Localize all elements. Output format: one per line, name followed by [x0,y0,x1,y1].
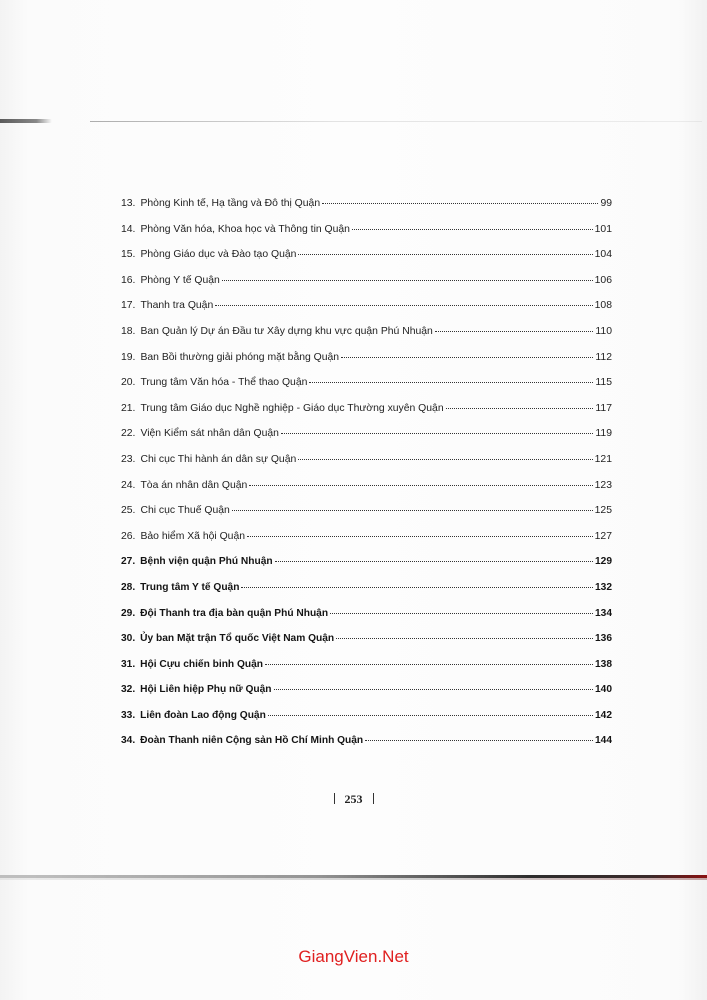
toc-entry [121,249,612,275]
toc-dot-leader [265,663,593,665]
toc-entry-number: 34. [121,735,136,747]
toc-entry [121,300,612,326]
toc-entry [121,684,612,710]
toc-entry-page: 136 [595,633,612,645]
toc-entry-title: Viện Kiểm sát nhân dân Quận [140,428,279,440]
toc-entry [121,633,612,659]
toc-entry [121,735,612,761]
toc-entry-number: 13. [121,198,136,209]
toc-entry-number: 21. [121,402,136,414]
toc-entry-title: Hội Liên hiệp Phụ nữ Quận [140,684,272,696]
toc-dot-leader [274,688,594,690]
page-number [0,792,707,807]
toc-entry-page: 138 [595,658,612,670]
page-number-right-bar [373,793,374,804]
toc-entry-page: 117 [595,402,612,414]
toc-entry-page: 110 [595,325,612,337]
toc-dot-leader [322,202,598,204]
toc-entry-page: 108 [594,300,612,312]
toc-entry-page: 99 [600,198,612,209]
toc-entry-title: Tòa án nhân dân Quận [140,479,248,491]
toc-entry-title: Phòng Giáo dục và Đào tạo Quận [140,249,297,261]
toc-dot-leader [275,560,593,562]
toc-dot-leader [336,637,593,639]
top-edge-shadow [0,119,52,123]
toc-entry-number: 26. [121,530,136,542]
toc-entry-number: 16. [121,274,136,286]
toc-entry-title: Ủy ban Mặt trận Tổ quốc Việt Nam Quận [140,633,335,645]
toc-dot-leader [446,407,594,409]
watermark: GiangVien.Net [298,947,409,966]
toc-entry-title: Trung tâm Giáo dục Nghề nghiệp - Giáo dục Thường xuyên Quận [140,402,444,414]
toc-entry [121,556,612,582]
toc-entry-page: 104 [594,249,612,261]
toc-entry-title: Ban Bồi thường giải phóng mặt bằng Quận [140,351,340,363]
toc-entry-page: 125 [594,505,612,517]
toc-entry [121,531,612,557]
toc-entry-title: Đoàn Thanh niên Cộng sản Hồ Chí Minh Quận [140,735,364,747]
toc-dot-leader [215,304,592,306]
toc-dot-leader [330,612,593,614]
toc-dot-leader [241,586,593,588]
toc-entry [121,480,612,506]
toc-entry-page: 115 [595,377,612,389]
toc-entry-number: 15. [121,249,136,261]
toc-entry [121,505,612,531]
toc-entry-page: 127 [594,530,612,542]
toc-entry-title: Phòng Văn hóa, Khoa học và Thông tin Quận [140,223,350,235]
page-number-left-bar [334,793,335,804]
toc-entry [121,326,612,352]
toc-entry-title: Liên đoàn Lao động Quận [140,709,266,721]
toc-entry-page: 121 [594,453,612,465]
bottom-page-edge [0,872,707,882]
toc-entry-number: 33. [121,709,136,721]
toc-entry-title: Bảo hiểm Xã hội Quận [140,530,246,542]
toc-dot-leader [352,228,593,230]
toc-entry-title: Thanh tra Quận [140,300,214,312]
toc-entry-page: 132 [595,581,612,593]
toc-dot-leader [247,535,593,537]
table-of-contents [121,198,612,761]
toc-dot-leader [298,458,592,460]
toc-entry-number: 30. [121,633,136,645]
bottom-edge-shadow-soft [0,878,707,880]
toc-entry-number: 14. [121,223,136,235]
toc-entry-page: 144 [595,735,612,747]
toc-entry [121,608,612,634]
toc-entry [121,428,612,454]
toc-entry-page: 112 [595,351,612,363]
toc-entry-number: 25. [121,505,136,517]
toc-entry-number: 24. [121,479,136,491]
top-edge-line [90,121,702,122]
toc-entry-title: Bệnh viện quận Phú Nhuận [140,556,273,568]
toc-entry-number: 31. [121,658,136,670]
toc-entry [121,710,612,736]
toc-dot-leader [309,381,593,383]
toc-entry-page: 119 [595,428,612,440]
toc-entry-page: 129 [595,556,612,568]
toc-entry [121,582,612,608]
toc-entry-number: 22. [121,428,136,440]
toc-entry-number: 27. [121,556,136,568]
toc-dot-leader [232,509,593,511]
toc-entry-title: Phòng Kinh tế, Hạ tầng và Đô thị Quận [140,198,321,209]
toc-dot-leader [222,279,593,281]
toc-dot-leader [435,330,594,332]
top-page-edge [0,118,707,124]
toc-entry-number: 20. [121,377,136,389]
toc-entry [121,352,612,378]
toc-entry-number: 18. [121,325,136,337]
toc-entry-title: Trung tâm Y tế Quận [140,581,240,593]
toc-entry-number: 17. [121,300,136,312]
toc-entry-number: 29. [121,607,136,619]
toc-dot-leader [268,714,593,716]
toc-entry-page: 106 [594,274,612,286]
toc-entry-page: 123 [594,479,612,491]
toc-entry-title: Hội Cựu chiến binh Quận [140,658,264,670]
toc-dot-leader [298,253,592,255]
toc-entry-title: Phòng Y tế Quận [140,274,220,286]
toc-entry [121,403,612,429]
toc-entry [121,224,612,250]
toc-entry-page: 142 [595,709,612,721]
toc-entry [121,377,612,403]
toc-entry-page: 140 [595,684,612,696]
toc-entry-number: 28. [121,581,136,593]
toc-entry-title: Đội Thanh tra địa bàn quận Phú Nhuận [140,607,329,619]
toc-entry [121,198,612,224]
toc-dot-leader [281,432,594,434]
toc-dot-leader [249,484,592,486]
toc-entry-number: 19. [121,351,136,363]
toc-entry [121,454,612,480]
toc-entry [121,275,612,301]
toc-entry-title: Chi cục Thi hành án dân sự Quận [140,453,297,465]
toc-entry-number: 32. [121,684,136,696]
toc-dot-leader [365,739,593,741]
toc-entry-page: 101 [594,223,612,235]
toc-entry-title: Trung tâm Văn hóa - Thể thao Quận [140,377,308,389]
toc-entry-page: 134 [595,607,612,619]
toc-entry-number: 23. [121,453,136,465]
toc-entry [121,659,612,685]
toc-entry-title: Ban Quản lý Dự án Đầu tư Xây dựng khu vực quận Phú Nhuận [140,325,433,337]
page-number-value: 253 [344,792,363,806]
toc-entry-title: Chi cục Thuế Quận [140,505,230,517]
toc-dot-leader [341,356,593,358]
